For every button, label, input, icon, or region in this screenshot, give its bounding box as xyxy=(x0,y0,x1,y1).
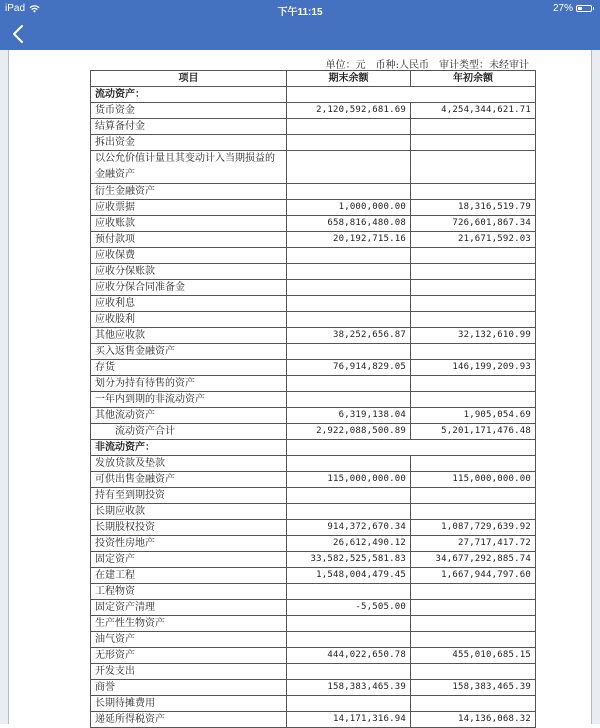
begin-balance-cell xyxy=(411,632,536,648)
end-balance-cell xyxy=(287,456,411,472)
end-balance-cell xyxy=(287,135,411,151)
battery-percent: 27% xyxy=(552,3,573,14)
table-row xyxy=(91,632,536,648)
table-row xyxy=(91,456,536,472)
table-row xyxy=(91,488,536,504)
row-item-label: 拆出资金 xyxy=(91,135,287,151)
end-balance-cell xyxy=(287,184,411,200)
table-row xyxy=(91,520,536,536)
row-item-label: 油气资产 xyxy=(91,632,287,648)
row-item-label: 应收利息 xyxy=(91,296,287,312)
begin-balance-cell: 14,136,068.32 xyxy=(411,712,536,728)
end-balance-cell xyxy=(287,151,411,184)
row-item-label: 工程物资 xyxy=(91,584,287,600)
end-balance-cell xyxy=(287,248,411,264)
total-row xyxy=(91,424,536,440)
device-name: iPad xyxy=(5,3,26,14)
end-balance-cell: 1,000,000.00 xyxy=(287,200,411,216)
table-row xyxy=(91,119,536,135)
end-balance-cell xyxy=(287,632,411,648)
currency-label: 币种:人民币 xyxy=(375,60,429,71)
end-balance-cell xyxy=(287,584,411,600)
table-row xyxy=(91,600,536,616)
table-row xyxy=(91,680,536,696)
end-balance-cell: -5,505.00 xyxy=(287,600,411,616)
row-item-label: 固定资产 xyxy=(91,552,287,568)
table-row xyxy=(91,696,536,712)
row-item-label: 结算备付金 xyxy=(91,119,287,135)
row-item-label: 长期股权投资 xyxy=(91,520,287,536)
table-row xyxy=(91,296,536,312)
table-row xyxy=(91,712,536,728)
table-row xyxy=(91,328,536,344)
end-balance-cell: 115,000,000.00 xyxy=(287,472,411,488)
begin-balance-cell xyxy=(411,312,536,328)
begin-balance-cell xyxy=(411,456,536,472)
end-balance-cell xyxy=(287,504,411,520)
end-balance-cell: 76,914,829.05 xyxy=(287,360,411,376)
row-item-label: 货币资金 xyxy=(91,103,287,119)
end-balance-cell xyxy=(287,344,411,360)
section-blank-cell xyxy=(287,440,536,456)
back-button[interactable] xyxy=(10,22,30,46)
table-row xyxy=(91,248,536,264)
battery-icon xyxy=(576,5,592,12)
unit-label: 单位：元 xyxy=(325,60,366,71)
column-header-begin-balance: 年初余额 xyxy=(411,71,536,87)
table-row xyxy=(91,472,536,488)
row-item-label: 应收保费 xyxy=(91,248,287,264)
table-row xyxy=(91,280,536,296)
end-balance-cell: 20,192,715.16 xyxy=(287,232,411,248)
begin-balance-cell xyxy=(411,264,536,280)
end-balance-cell xyxy=(287,264,411,280)
section-row xyxy=(91,87,536,103)
clock: 下午11:15 xyxy=(277,7,323,18)
row-item-label: 买入返售金融资产 xyxy=(91,344,287,360)
row-item-label: 应收账款 xyxy=(91,216,287,232)
row-item-label: 发放贷款及垫款 xyxy=(91,456,287,472)
end-balance-cell xyxy=(287,616,411,632)
row-item-label: 流动资产合计 xyxy=(91,424,287,440)
end-balance-cell: 38,252,656.87 xyxy=(287,328,411,344)
row-item-label: 投资性房地产 xyxy=(91,536,287,552)
begin-balance-cell xyxy=(411,616,536,632)
row-item-label: 应收票据 xyxy=(91,200,287,216)
table-row xyxy=(91,664,536,680)
begin-balance-cell xyxy=(411,600,536,616)
row-item-label: 非流动资产： xyxy=(91,440,287,456)
row-item-label: 划分为持有待售的资产 xyxy=(91,376,287,392)
row-item-label: 在建工程 xyxy=(91,568,287,584)
row-item-label: 递延所得税资产 xyxy=(91,712,287,728)
row-item-label: 持有至到期投资 xyxy=(91,488,287,504)
report-meta xyxy=(316,56,529,71)
table-row xyxy=(91,151,536,184)
row-item-label: 长期应收款 xyxy=(91,504,287,520)
end-balance-cell: 444,022,650.78 xyxy=(287,648,411,664)
table-row xyxy=(91,200,536,216)
begin-balance-cell: 34,677,292,885.74 xyxy=(411,552,536,568)
begin-balance-cell: 4,254,344,621.71 xyxy=(411,103,536,119)
end-balance-cell: 2,922,088,500.89 xyxy=(287,424,411,440)
end-balance-cell xyxy=(287,696,411,712)
end-balance-cell: 158,383,465.39 xyxy=(287,680,411,696)
end-balance-cell xyxy=(287,392,411,408)
table-row xyxy=(91,504,536,520)
row-item-label: 其他流动资产 xyxy=(91,408,287,424)
chevron-left-icon xyxy=(10,22,30,46)
end-balance-cell xyxy=(287,376,411,392)
begin-balance-cell: 1,905,054.69 xyxy=(411,408,536,424)
end-balance-cell: 658,816,480.08 xyxy=(287,216,411,232)
end-balance-cell xyxy=(287,488,411,504)
table-row xyxy=(91,264,536,280)
begin-balance-cell xyxy=(411,135,536,151)
table-row xyxy=(91,232,536,248)
table-row xyxy=(91,376,536,392)
status-bar xyxy=(0,0,600,18)
begin-balance-cell xyxy=(411,664,536,680)
row-item-label: 无形资产 xyxy=(91,648,287,664)
nav-bar xyxy=(0,18,600,50)
begin-balance-cell xyxy=(411,488,536,504)
end-balance-cell xyxy=(287,664,411,680)
begin-balance-cell: 158,383,465.39 xyxy=(411,680,536,696)
end-balance-cell: 2,120,592,681.69 xyxy=(287,103,411,119)
begin-balance-cell: 455,010,685.15 xyxy=(411,648,536,664)
begin-balance-cell: 1,667,944,797.60 xyxy=(411,568,536,584)
row-item-label: 开发支出 xyxy=(91,664,287,680)
begin-balance-cell xyxy=(411,248,536,264)
begin-balance-cell xyxy=(411,184,536,200)
end-balance-cell xyxy=(287,280,411,296)
row-item-label: 流动资产： xyxy=(91,87,287,103)
end-balance-cell: 914,372,670.34 xyxy=(287,520,411,536)
row-item-label: 固定资产清理 xyxy=(91,600,287,616)
balance-sheet-table xyxy=(90,70,536,728)
table-row xyxy=(91,312,536,328)
row-item-label: 应收分保账款 xyxy=(91,264,287,280)
begin-balance-cell: 1,087,729,639.92 xyxy=(411,520,536,536)
begin-balance-cell xyxy=(411,584,536,600)
row-item-label: 商誉 xyxy=(91,680,287,696)
begin-balance-cell xyxy=(411,696,536,712)
begin-balance-cell: 18,316,519.79 xyxy=(411,200,536,216)
begin-balance-cell: 115,000,000.00 xyxy=(411,472,536,488)
table-row xyxy=(91,568,536,584)
table-row xyxy=(91,616,536,632)
table-header-row xyxy=(91,71,536,87)
row-item-label: 长期待摊费用 xyxy=(91,696,287,712)
document-page xyxy=(8,50,592,724)
table-row xyxy=(91,536,536,552)
table-row xyxy=(91,408,536,424)
table-row xyxy=(91,552,536,568)
row-item-label: 预付款项 xyxy=(91,232,287,248)
table-body xyxy=(91,87,536,728)
end-balance-cell: 26,612,490.12 xyxy=(287,536,411,552)
audit-type-label: 审计类型：未经审计 xyxy=(439,60,529,71)
table-row xyxy=(91,392,536,408)
begin-balance-cell: 32,132,610.99 xyxy=(411,328,536,344)
begin-balance-cell xyxy=(411,280,536,296)
begin-balance-cell: 146,199,209.93 xyxy=(411,360,536,376)
table-row xyxy=(91,184,536,200)
table-row xyxy=(91,584,536,600)
begin-balance-cell xyxy=(411,504,536,520)
document-viewer[interactable] xyxy=(0,50,600,724)
row-item-label: 一年内到期的非流动资产 xyxy=(91,392,287,408)
begin-balance-cell: 5,201,171,476.48 xyxy=(411,424,536,440)
begin-balance-cell xyxy=(411,376,536,392)
begin-balance-cell: 726,601,867.34 xyxy=(411,216,536,232)
begin-balance-cell xyxy=(411,344,536,360)
table-row xyxy=(91,216,536,232)
end-balance-cell: 6,319,138.04 xyxy=(287,408,411,424)
row-item-label: 衍生金融资产 xyxy=(91,184,287,200)
row-item-label: 应收股利 xyxy=(91,312,287,328)
end-balance-cell: 1,548,004,479.45 xyxy=(287,568,411,584)
begin-balance-cell xyxy=(411,392,536,408)
row-item-label: 存货 xyxy=(91,360,287,376)
row-item-label: 其他应收款 xyxy=(91,328,287,344)
column-header-end-balance: 期末余额 xyxy=(287,71,411,87)
end-balance-cell xyxy=(287,296,411,312)
end-balance-cell xyxy=(287,119,411,135)
table-row xyxy=(91,360,536,376)
end-balance-cell: 33,582,525,581.83 xyxy=(287,552,411,568)
column-header-item: 项目 xyxy=(91,71,287,87)
begin-balance-cell xyxy=(411,296,536,312)
section-row xyxy=(91,440,536,456)
table-row xyxy=(91,344,536,360)
row-item-label: 应收分保合同准备金 xyxy=(91,280,287,296)
table-row xyxy=(91,103,536,119)
table-row xyxy=(91,135,536,151)
begin-balance-cell: 27,717,417.72 xyxy=(411,536,536,552)
row-item-label: 生产性生物资产 xyxy=(91,616,287,632)
end-balance-cell: 14,171,316.94 xyxy=(287,712,411,728)
section-blank-cell xyxy=(287,87,536,103)
row-item-label: 以公允价值计量且其变动计入当期损益的金融资产 xyxy=(91,151,287,184)
row-item-label: 可供出售金融资产 xyxy=(91,472,287,488)
begin-balance-cell: 21,671,592.03 xyxy=(411,232,536,248)
table-row xyxy=(91,648,536,664)
begin-balance-cell xyxy=(411,119,536,135)
begin-balance-cell xyxy=(411,151,536,184)
end-balance-cell xyxy=(287,312,411,328)
